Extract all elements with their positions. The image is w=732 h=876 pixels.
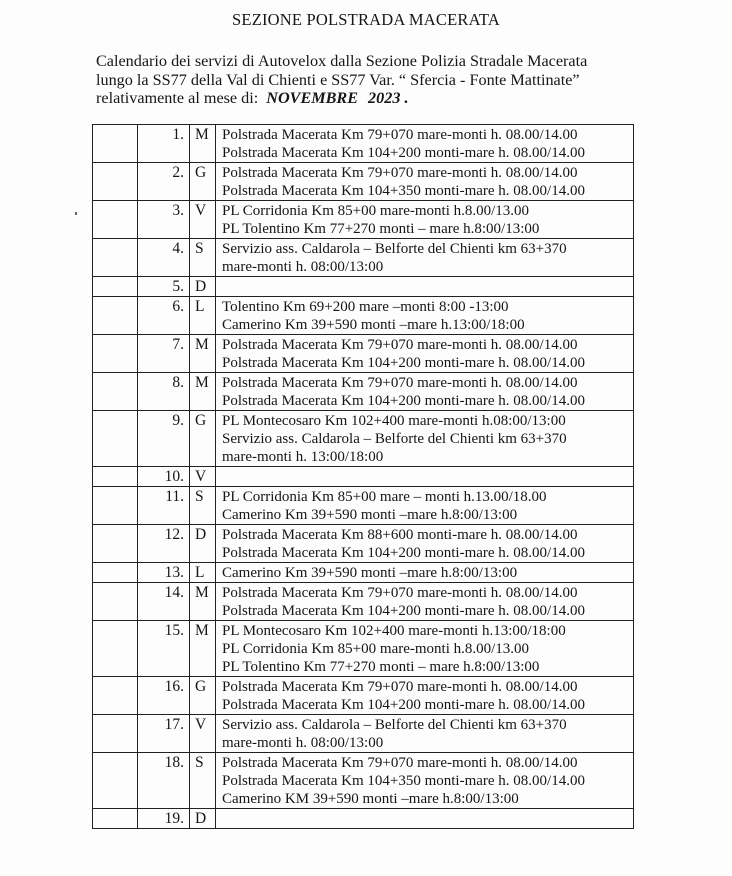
- service-line: PL Montecosaro Km 102+400 mare-monti h.13:00/18:00: [222, 623, 566, 639]
- service-line: Polstrada Macerata Km 104+200 monti-mare h. 08.00/14.00: [222, 355, 585, 371]
- table-row: [92, 467, 634, 487]
- table-row: [92, 335, 634, 373]
- service-line: Polstrada Macerata Km 104+200 monti-mare h. 08.00/14.00: [222, 603, 585, 619]
- services-cell: [216, 715, 633, 752]
- services-cell: [216, 411, 633, 466]
- weekday-letter: L: [190, 297, 216, 334]
- table-row: [92, 297, 634, 335]
- table-row: [92, 239, 634, 277]
- service-line: Polstrada Macerata Km 79+070 mare-monti h. 08.00/14.00: [222, 165, 578, 181]
- blank-cell: [93, 335, 138, 372]
- table-row: [92, 163, 634, 201]
- blank-cell: [93, 297, 138, 334]
- blank-cell: [93, 809, 138, 828]
- blank-cell: [93, 583, 138, 620]
- services-cell: [216, 125, 633, 162]
- blank-cell: [93, 239, 138, 276]
- day-number: 7.: [138, 335, 190, 372]
- table-row: [92, 677, 634, 715]
- service-line: mare-monti h. 13:00/18:00: [222, 449, 384, 465]
- weekday-letter: S: [190, 487, 216, 524]
- service-line: Servizio ass. Caldarola – Belforte del Chienti km 63+370: [222, 431, 567, 447]
- table-row: [92, 373, 634, 411]
- day-number: 18.: [138, 753, 190, 808]
- blank-cell: [93, 201, 138, 238]
- blank-cell: [93, 753, 138, 808]
- services-cell: [216, 335, 633, 372]
- table-row: [92, 621, 634, 677]
- intro-line-1: Calendario dei servizi di Autovelox dalla Sezione Polizia Stradale Macerata: [96, 52, 588, 70]
- service-line: Camerino Km 39+590 monti –mare h.8:00/13:00: [222, 507, 518, 523]
- day-number: 3.: [138, 201, 190, 238]
- services-cell: [216, 277, 633, 296]
- service-line: Polstrada Macerata Km 88+600 monti-mare h. 08.00/14.00: [222, 527, 578, 543]
- weekday-letter: M: [190, 335, 216, 372]
- day-number: 19.: [138, 809, 190, 828]
- weekday-letter: M: [190, 373, 216, 410]
- weekday-letter: G: [190, 411, 216, 466]
- day-number: 9.: [138, 411, 190, 466]
- services-cell: [216, 373, 633, 410]
- day-number: 16.: [138, 677, 190, 714]
- table-row: [92, 563, 634, 583]
- service-line: Polstrada Macerata Km 79+070 mare-monti h. 08.00/14.00: [222, 127, 578, 143]
- weekday-letter: V: [190, 715, 216, 752]
- table-row: [92, 583, 634, 621]
- service-line: Camerino Km 39+590 monti –mare h.13:00/18:00: [222, 317, 525, 333]
- table-row: [92, 201, 634, 239]
- day-number: 12.: [138, 525, 190, 562]
- service-line: Polstrada Macerata Km 104+350 monti-mare h. 08.00/14.00: [222, 773, 585, 789]
- blank-cell: [93, 411, 138, 466]
- services-cell: [216, 163, 633, 200]
- day-number: 14.: [138, 583, 190, 620]
- blank-cell: [93, 467, 138, 486]
- day-number: 13.: [138, 563, 190, 582]
- service-line: PL Montecosaro Km 102+400 mare-monti h.08:00/13:00: [222, 413, 566, 429]
- intro-month: NOVEMBRE: [266, 89, 359, 107]
- day-number: 5.: [138, 277, 190, 296]
- document-title: SEZIONE POLSTRADA MACERATA: [232, 10, 500, 29]
- intro-month-prefix: relativamente al mese di:: [96, 89, 259, 107]
- service-line: Camerino Km 39+590 monti –mare h.8:00/13:00: [222, 565, 518, 581]
- services-cell: [216, 239, 633, 276]
- service-line: PL Tolentino Km 77+270 monti – mare h.8:00/13:00: [222, 659, 540, 675]
- weekday-letter: L: [190, 563, 216, 582]
- services-cell: [216, 467, 633, 486]
- table-row: [92, 715, 634, 753]
- service-line: Polstrada Macerata Km 104+200 monti-mare h. 08.00/14.00: [222, 393, 585, 409]
- weekday-letter: V: [190, 467, 216, 486]
- services-cell: [216, 583, 633, 620]
- blank-cell: [93, 621, 138, 676]
- service-line: Servizio ass. Caldarola – Belforte del Chienti km 63+370: [222, 241, 567, 257]
- schedule-table: [92, 124, 634, 829]
- table-row: [92, 809, 634, 829]
- blank-cell: [93, 373, 138, 410]
- service-line: mare-monti h. 08:00/13:00: [222, 735, 384, 751]
- service-line: PL Corridonia Km 85+00 mare – monti h.13.00/18.00: [222, 489, 547, 505]
- services-cell: [216, 525, 633, 562]
- services-cell: [216, 677, 633, 714]
- weekday-letter: G: [190, 163, 216, 200]
- weekday-letter: V: [190, 201, 216, 238]
- blank-cell: [93, 563, 138, 582]
- table-row: [92, 753, 634, 809]
- day-number: 17.: [138, 715, 190, 752]
- blank-cell: [93, 715, 138, 752]
- table-row: [92, 124, 634, 163]
- service-line: Servizio ass. Caldarola – Belforte del Chienti km 63+370: [222, 717, 567, 733]
- intro-line-2: lungo la SS77 della Val di Chienti e SS77 Var. “ Sfercia - Fonte Mattinate”: [96, 70, 580, 89]
- services-cell: [216, 201, 633, 238]
- service-line: PL Corridonia Km 85+00 mare-monti h.8.00/13.00: [222, 203, 530, 219]
- blank-cell: [93, 277, 138, 296]
- day-number: 15.: [138, 621, 190, 676]
- services-cell: [216, 753, 633, 808]
- service-line: Polstrada Macerata Km 79+070 mare-monti h. 08.00/14.00: [222, 679, 578, 695]
- table-row: [92, 487, 634, 525]
- service-line: Polstrada Macerata Km 79+070 mare-monti h. 08.00/14.00: [222, 375, 578, 391]
- service-line: PL Corridonia Km 85+00 mare-monti h.8.00/13.00: [222, 641, 530, 657]
- service-line: mare-monti h. 08:00/13:00: [222, 259, 384, 275]
- weekday-letter: D: [190, 277, 216, 296]
- table-row: [92, 411, 634, 467]
- weekday-letter: M: [190, 583, 216, 620]
- weekday-letter: M: [190, 125, 216, 162]
- intro-line-3: [96, 89, 656, 108]
- day-number: 11.: [138, 487, 190, 524]
- service-line: PL Tolentino Km 77+270 monti – mare h.8:00/13:00: [222, 221, 540, 237]
- day-number: 8.: [138, 373, 190, 410]
- service-line: Polstrada Macerata Km 104+200 monti-mare h. 08.00/14.00: [222, 145, 585, 161]
- weekday-letter: S: [190, 239, 216, 276]
- service-line: Polstrada Macerata Km 79+070 mare-monti h. 08.00/14.00: [222, 337, 578, 353]
- day-number: 6.: [138, 297, 190, 334]
- service-line: Camerino KM 39+590 monti –mare h.8:00/13:00: [222, 791, 519, 807]
- blank-cell: [93, 525, 138, 562]
- weekday-letter: S: [190, 753, 216, 808]
- blank-cell: [93, 163, 138, 200]
- weekday-letter: D: [190, 525, 216, 562]
- table-row: [92, 525, 634, 563]
- day-number: 10.: [138, 467, 190, 486]
- intro-paragraph: [96, 52, 656, 108]
- blank-cell: [93, 125, 138, 162]
- table-row: [92, 277, 634, 297]
- intro-year: 2023 .: [368, 89, 409, 107]
- day-number: 2.: [138, 163, 190, 200]
- services-cell: [216, 487, 633, 524]
- service-line: Polstrada Macerata Km 104+200 monti-mare h. 08.00/14.00: [222, 545, 585, 561]
- services-cell: [216, 563, 633, 582]
- blank-cell: [93, 677, 138, 714]
- services-cell: [216, 297, 633, 334]
- blank-cell: [93, 487, 138, 524]
- weekday-letter: M: [190, 621, 216, 676]
- services-cell: [216, 621, 633, 676]
- weekday-letter: G: [190, 677, 216, 714]
- service-line: Tolentino Km 69+200 mare –monti 8:00 -13:00: [222, 299, 509, 315]
- scan-speck: [75, 212, 77, 215]
- day-number: 1.: [138, 125, 190, 162]
- service-line: Polstrada Macerata Km 104+350 monti-mare h. 08.00/14.00: [222, 183, 585, 199]
- services-cell: [216, 809, 633, 828]
- service-line: Polstrada Macerata Km 79+070 mare-monti h. 08.00/14.00: [222, 755, 578, 771]
- weekday-letter: D: [190, 809, 216, 828]
- day-number: 4.: [138, 239, 190, 276]
- service-line: Polstrada Macerata Km 79+070 mare-monti h. 08.00/14.00: [222, 585, 578, 601]
- service-line: Polstrada Macerata Km 104+200 monti-mare h. 08.00/14.00: [222, 697, 585, 713]
